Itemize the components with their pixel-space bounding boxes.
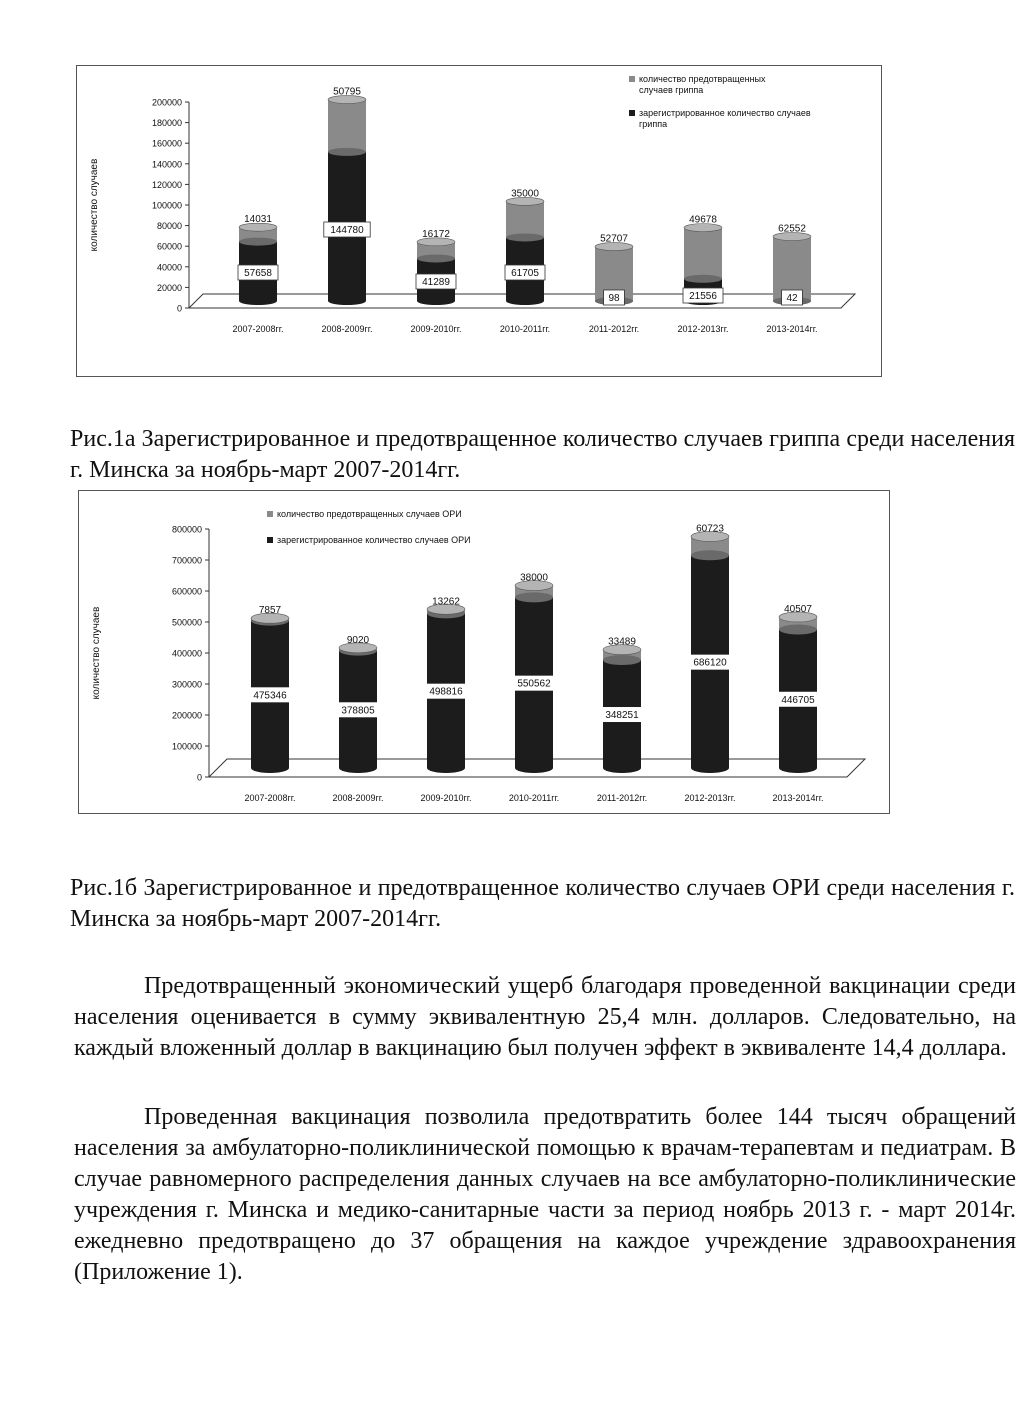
y-axis-label: количество случаев (91, 606, 102, 700)
bar-segment-joint (239, 238, 277, 246)
bar-registered-base (603, 763, 641, 773)
y-tick-label: 60000 (156, 241, 182, 252)
x-tick-label: 2012-2013гг. (684, 793, 736, 803)
data-label-prevented: 14031 (244, 214, 272, 226)
x-tick-label: 2011-2012гг. (588, 324, 640, 334)
legend-swatch-registered (629, 110, 635, 116)
legend-label-prevented: количество предотвращенных (639, 74, 766, 84)
y-tick-label: 140000 (151, 159, 182, 170)
data-label-registered: 98 (608, 293, 620, 304)
data-label-prevented: 33489 (608, 636, 636, 648)
bar-registered-base (251, 763, 289, 773)
x-tick-label: 2008-2009гг. (321, 324, 373, 334)
y-tick-label: 300000 (171, 679, 202, 690)
data-label-registered: 446705 (781, 694, 815, 706)
bar-registered-base (691, 763, 729, 773)
bar-prevented (328, 100, 366, 152)
data-label-prevented: 13262 (432, 596, 460, 608)
figure-1a-caption: Рис.1а Зарегистрированное и предотвращенное количество случаев гриппа среди населения г. Минска за ноябрь-март 2007-2014гг. (70, 426, 1015, 483)
influenza-chart (76, 65, 882, 377)
x-tick-label: 2013-2014гг. (772, 793, 824, 803)
y-tick-label: 600000 (171, 586, 202, 597)
bar-segment-joint (684, 275, 722, 283)
data-label-registered: 42 (786, 293, 798, 304)
bar-registered-base (515, 763, 553, 773)
bar-registered-base (339, 763, 377, 773)
bar-registered-base (417, 297, 455, 305)
legend-swatch-registered (267, 537, 273, 543)
x-tick-label: 2007-2008гг. (232, 324, 284, 334)
data-label-registered: 378805 (341, 705, 375, 717)
data-label-registered: 498816 (429, 686, 463, 698)
y-tick-label: 100000 (151, 200, 182, 211)
data-label-prevented: 50795 (333, 86, 361, 98)
data-label-registered: 348251 (605, 710, 639, 722)
legend-label-prevented-cont: случаев гриппа (639, 85, 704, 95)
y-tick-label: 20000 (156, 282, 182, 293)
x-tick-label: 2009-2010гг. (420, 793, 472, 803)
bar-registered-base (779, 763, 817, 773)
data-label-prevented: 9020 (346, 634, 370, 646)
y-axis-label: количество случаев (89, 158, 100, 252)
legend-label-registered: зарегистрированное количество случаев (639, 108, 811, 118)
data-label-prevented: 52707 (600, 233, 628, 245)
data-label-registered: 144780 (330, 225, 364, 236)
data-label-prevented: 16172 (422, 228, 450, 240)
data-label-prevented: 7857 (258, 605, 282, 617)
y-tick-label: 200000 (171, 710, 202, 721)
ari-chart (78, 490, 890, 814)
bar-segment-joint (506, 233, 544, 241)
x-tick-label: 2012-2013гг. (677, 324, 729, 334)
legend-label-prevented: количество предотвращенных случаев ОРИ (277, 509, 462, 519)
y-tick-label: 400000 (171, 648, 202, 659)
y-tick-label: 0 (176, 303, 182, 314)
paragraph-prevented-visits: Проведенная вакцинация позволила предотвратить более 144 тысяч обращений населения за амбулаторно-поликлинической помощью к врачам-терапевтам и педиатрам. В случае равномерного распределения данных случаев на все амбулаторно-поликлинические учреждения г. Минска и медико-санитарные части за период ноябрь 2013 г. - март 2014г. ежедневно предотвращено до 37 обращения на каждое учреждение здравоохранения (Приложение 1). (74, 1104, 1016, 1285)
data-label-prevented: 62552 (778, 223, 806, 235)
bar-registered-base (427, 763, 465, 773)
bar-segment-joint (779, 625, 817, 635)
bar-segment-joint (603, 655, 641, 665)
x-tick-label: 2011-2012гг. (596, 793, 648, 803)
data-label-prevented: 49678 (689, 214, 717, 226)
data-label-registered: 61705 (511, 268, 539, 279)
y-tick-label: 0 (196, 772, 202, 783)
bar-segment-joint (515, 592, 553, 602)
y-tick-label: 500000 (171, 617, 202, 628)
bar-registered-base (239, 297, 277, 305)
y-tick-label: 180000 (151, 118, 182, 129)
ari-chart-svg (79, 491, 889, 813)
legend-label-registered-cont: гриппа (639, 119, 668, 129)
data-label-prevented: 35000 (511, 188, 539, 200)
data-label-registered: 475346 (253, 690, 287, 702)
data-label-prevented: 38000 (520, 572, 548, 584)
y-tick-label: 80000 (156, 221, 182, 232)
y-tick-label: 120000 (151, 179, 182, 190)
x-tick-label: 2007-2008гг. (244, 793, 296, 803)
data-label-registered: 41289 (422, 277, 450, 288)
data-label-prevented: 60723 (696, 523, 724, 535)
x-tick-label: 2010-2011гг. (499, 324, 551, 334)
data-label-registered: 550562 (517, 678, 551, 690)
bar-segment-joint (417, 254, 455, 262)
influenza-chart-svg (77, 66, 881, 376)
data-label-registered: 686120 (693, 657, 727, 669)
legend-label-registered: зарегистрированное количество случаев ОРИ (277, 535, 471, 545)
bar-registered-base (506, 297, 544, 305)
bar-prevented (506, 201, 544, 237)
y-tick-label: 40000 (156, 262, 182, 273)
bar-segment-joint (328, 148, 366, 156)
figure-1b-caption: Рис.1б Зарегистрированное и предотвращенное количество случаев ОРИ среди населения г. Минска за ноябрь-март 2007-2014гг. (70, 875, 1015, 932)
y-tick-label: 200000 (151, 97, 182, 108)
paragraph-economic-damage: Предотвращенный экономический ущерб благодаря проведенной вакцинации среди населения оценивается в сумму эквивалентную 25,4 млн. долларов. Следовательно, на каждый вложенный доллар в вакцинацию был получен эффект в эквиваленте 14,4 доллара. (74, 973, 1016, 1061)
x-tick-label: 2008-2009гг. (332, 793, 384, 803)
y-tick-label: 100000 (171, 741, 202, 752)
x-tick-label: 2013-2014гг. (766, 324, 818, 334)
bar-segment-joint (691, 550, 729, 560)
data-label-registered: 57658 (244, 268, 272, 279)
bar-registered-base (328, 297, 366, 305)
x-tick-label: 2009-2010гг. (410, 324, 462, 334)
data-label-registered: 21556 (689, 291, 717, 302)
y-tick-label: 160000 (151, 138, 182, 149)
legend-swatch-prevented (629, 76, 635, 82)
y-tick-label: 800000 (171, 524, 202, 535)
bar-prevented (684, 228, 722, 279)
y-tick-label: 700000 (171, 555, 202, 566)
data-label-prevented: 40507 (784, 603, 812, 615)
legend-swatch-prevented (267, 511, 273, 517)
x-tick-label: 2010-2011гг. (508, 793, 560, 803)
